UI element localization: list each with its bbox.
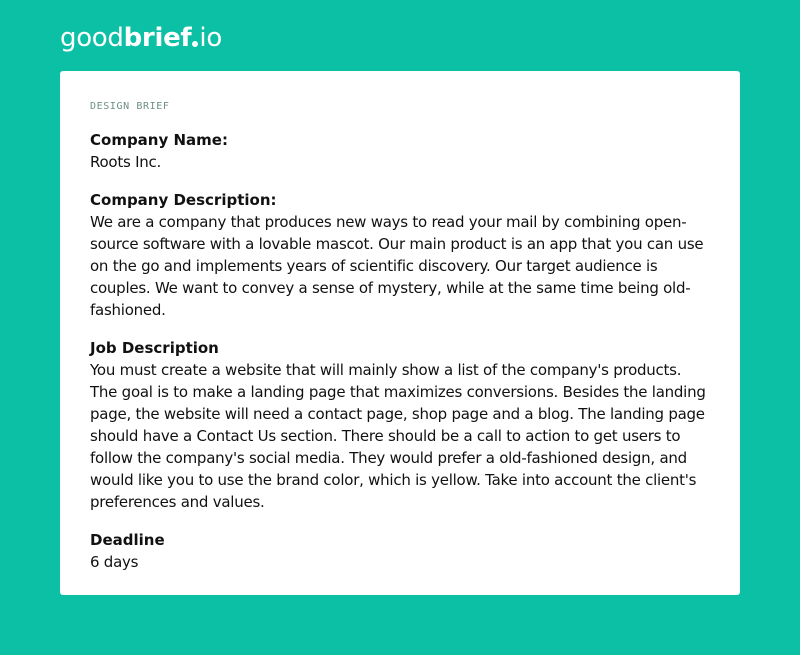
design-brief-card — [60, 71, 740, 595]
company-description-value: We are a company that produces new ways to read your mail by combining open-source software with a lovable mascot. Our main product is an app that you can use on the go and implements years of scientific discovery. Our target audience is couples. We want to convey a sense of mystery, while at the same time being old-fashioned. — [90, 213, 704, 319]
design-brief-eyebrow: DESIGN BRIEF — [90, 101, 170, 112]
deadline-label: Deadline — [90, 531, 165, 549]
logo-text-good: good — [60, 23, 124, 53]
company-description-section — [90, 189, 710, 321]
job-description-value: You must create a website that will mainly show a list of the company's products. The goal is to make a landing page that maximizes conversions. Besides the landing page, the website will need a contact page, shop page and a blog. The landing page should have a Contact Us section. There should be a call to action to get users to follow the company's social media. They would prefer a old-fashioned design, and would like you to use the brand color, which is yellow. Take into account the client's preferences and values. — [90, 361, 706, 511]
job-description-label: Job Description — [90, 339, 219, 357]
company-name-section — [90, 129, 710, 173]
job-description-section — [90, 337, 710, 513]
logo-dot — [192, 41, 198, 47]
deadline-section — [90, 529, 710, 573]
company-name-label: Company Name: — [90, 131, 228, 149]
deadline-value: 6 days — [90, 553, 139, 571]
company-description-label: Company Description: — [90, 191, 277, 209]
logo-text-brief: brief — [123, 23, 192, 53]
logo-text-io: io — [199, 23, 222, 53]
company-name-value: Roots Inc. — [90, 153, 162, 171]
goodbrief-logo[interactable] — [60, 20, 222, 56]
